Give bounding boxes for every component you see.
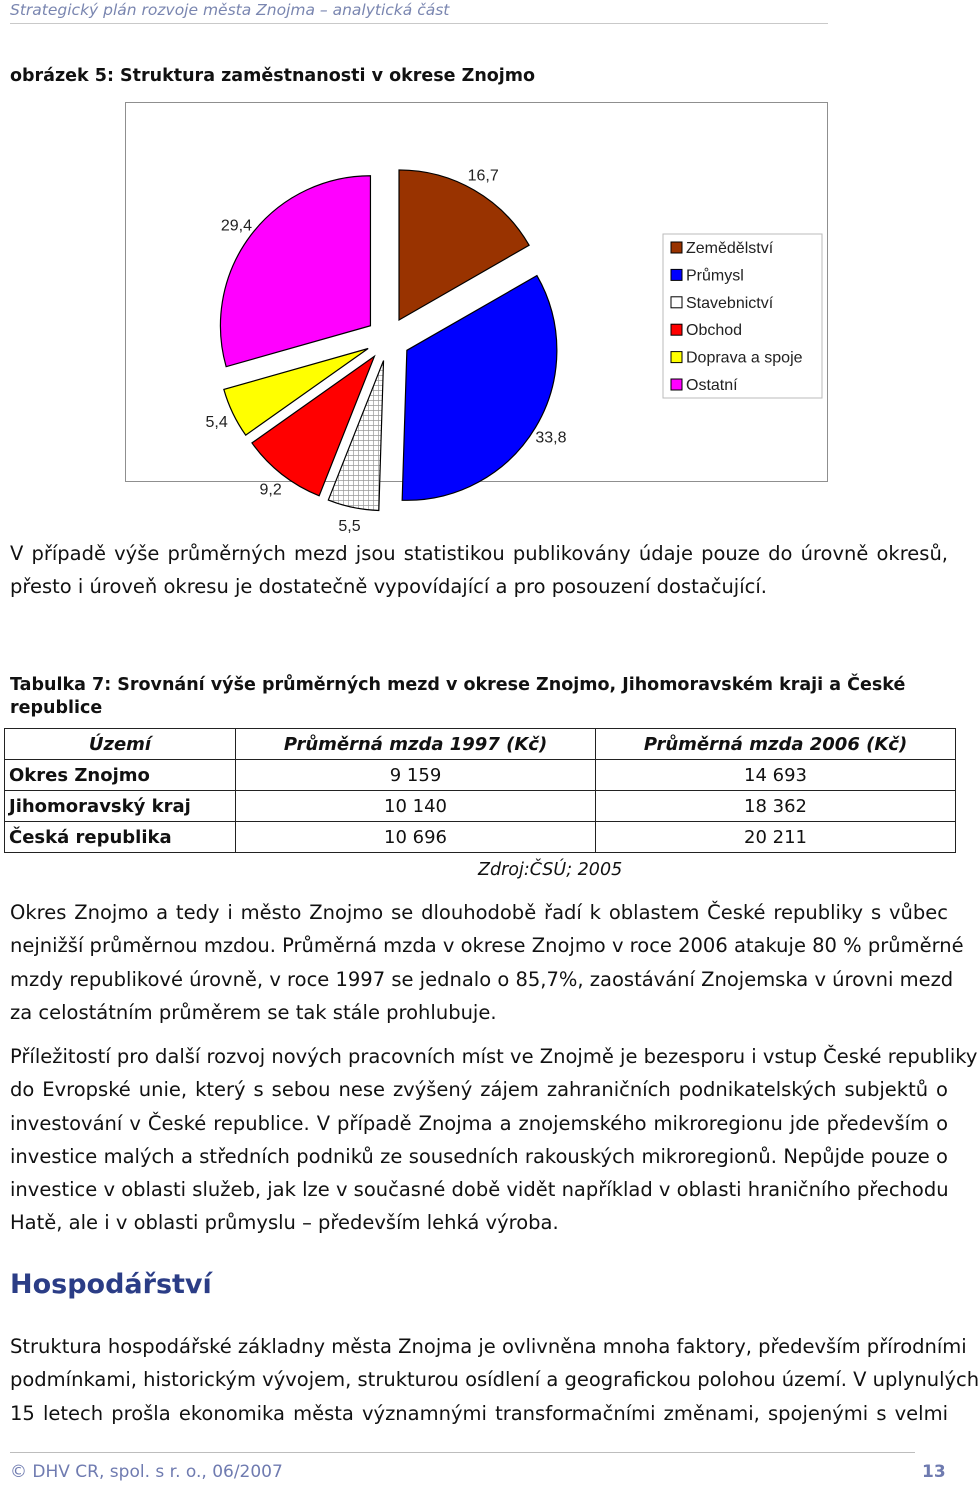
column-header: Průměrná mzda 2006 (Kč) — [596, 729, 956, 760]
pie-data-label: 5,5 — [338, 518, 361, 536]
text-line: Příležitostí pro další rozvoj nových pracovních míst ve Znojmě je bezesporu i vstup České republiky — [10, 1045, 978, 1068]
text-line: investice v oblasti služeb, jak lze v současné době vidět například v oblasti hraničního přechodu — [10, 1178, 949, 1202]
legend-label: Průmysl — [686, 267, 744, 285]
legend-box — [663, 234, 822, 398]
paragraph-wages-analysis — [10, 896, 964, 1029]
figure-title: obrázek 5: Struktura zaměstnanosti v okrese Znojmo — [10, 66, 536, 86]
legend-swatch — [671, 379, 682, 390]
text-line: mzdy republikové úrovně, v roce 1997 se jednalo o 85,7%, zaostávání Znojemska v úrovni mezd — [10, 967, 954, 991]
legend-label: Ostatní — [686, 377, 738, 394]
pie-slice — [402, 276, 557, 501]
pie-chart — [126, 103, 829, 536]
text-line: Struktura hospodářské základny města Znojma je ovlivněna mnoha faktory, především přírodními — [10, 1335, 967, 1358]
text-line: přesto i úroveň okresu je dostatečně vypovídající a pro posouzení dostačující. — [10, 575, 767, 599]
paragraph-opportunities — [10, 1040, 978, 1240]
text-line: V případě výše průměrných mezd jsou statistikou publikovány údaje pouze do úrovně okresů, — [10, 542, 948, 565]
legend-label: Obchod — [686, 322, 743, 340]
text-line: za celostátním průměrem se tak stále prohlubuje. — [10, 1000, 497, 1024]
wages-table — [4, 728, 956, 853]
page-number: 13 — [922, 1462, 946, 1482]
pie-data-label: 16,7 — [467, 167, 499, 185]
text-line: Okres Znojmo a tedy i město Znojmo se dlouhodobě řadí k oblastem České republiky s vůbec — [10, 901, 948, 924]
table-cell: 10 696 — [236, 822, 596, 853]
text-line: nejnižší průměrnou mzdou. Průměrná mzda v okrese Znojmo v roce 2006 atakuje 80 % průměrné — [10, 934, 964, 958]
legend-label: Stavebnictví — [686, 294, 774, 312]
pie-slice — [220, 176, 370, 367]
footer-divider — [10, 1452, 915, 1453]
table-cell: 14 693 — [596, 760, 956, 791]
table-caption: Tabulka 7: Srovnání výše průměrných mezd v okrese Znojmo, Jihomoravském kraji a České republice — [10, 675, 906, 718]
column-header: Průměrná mzda 1997 (Kč) — [236, 729, 596, 760]
text-line: investování v České republice. V případě Znojma a znojemského mikroregionu jde především o — [10, 1111, 948, 1135]
pie-data-label: 5,4 — [205, 413, 228, 431]
table-cell: 10 140 — [236, 791, 596, 822]
text-line: 15 letech prošla ekonomika města významnými transformačními změnami, spojenými s velmi — [10, 1401, 948, 1425]
footer-copyright: © DHV CR, spol. s r. o., 06/2007 — [10, 1462, 283, 1482]
paragraph-economy — [10, 1330, 979, 1430]
legend-label: Doprava a spoje — [686, 349, 803, 367]
pie-chart-frame — [125, 102, 828, 536]
table-source: Zdroj:ČSÚ; 2005 — [478, 860, 623, 880]
section-heading: Hospodářství — [10, 1269, 212, 1300]
legend-swatch — [671, 297, 682, 308]
text-line: do Evropské unie, který s sebou nese zvýšený zájem zahraničních podnikatelských subjektů o — [10, 1078, 948, 1102]
text-line: podmínkami, historickým vývojem, strukturou osídlení a geografickou polohou území. V uplynulých — [10, 1368, 979, 1392]
page-header: Strategický plán rozvoje města Znojma – analytická část — [10, 1, 828, 24]
table-cell: 9 159 — [236, 760, 596, 791]
legend-swatch — [671, 352, 682, 363]
text-line: Hatě, ale i v oblasti průmyslu – především lehká výroba. — [10, 1211, 559, 1235]
pie-data-label: 9,2 — [259, 481, 282, 499]
legend-swatch — [671, 242, 682, 253]
table-header-row — [5, 729, 956, 760]
table-row — [5, 760, 956, 791]
row-label: Česká republika — [5, 822, 236, 853]
table-cell: 20 211 — [596, 822, 956, 853]
pie-data-label: 29,4 — [220, 217, 252, 235]
legend-label: Zemědělství — [686, 240, 774, 257]
row-label: Okres Znojmo — [5, 760, 236, 791]
legend-swatch — [671, 324, 682, 335]
column-header: Území — [5, 729, 236, 760]
pie-slices — [220, 167, 556, 511]
text-line: investice malých a středních podniků ze sousedních rakouských mikroregionů. Nepůjde pouze o — [10, 1144, 948, 1168]
table-row — [5, 822, 956, 853]
chart-legend — [663, 234, 822, 398]
paragraph-wages-intro — [10, 537, 948, 604]
row-label: Jihomoravský kraj — [5, 791, 236, 822]
table-cell: 18 362 — [596, 791, 956, 822]
pie-data-label: 33,8 — [535, 429, 567, 447]
legend-swatch — [671, 269, 682, 280]
table-row — [5, 791, 956, 822]
